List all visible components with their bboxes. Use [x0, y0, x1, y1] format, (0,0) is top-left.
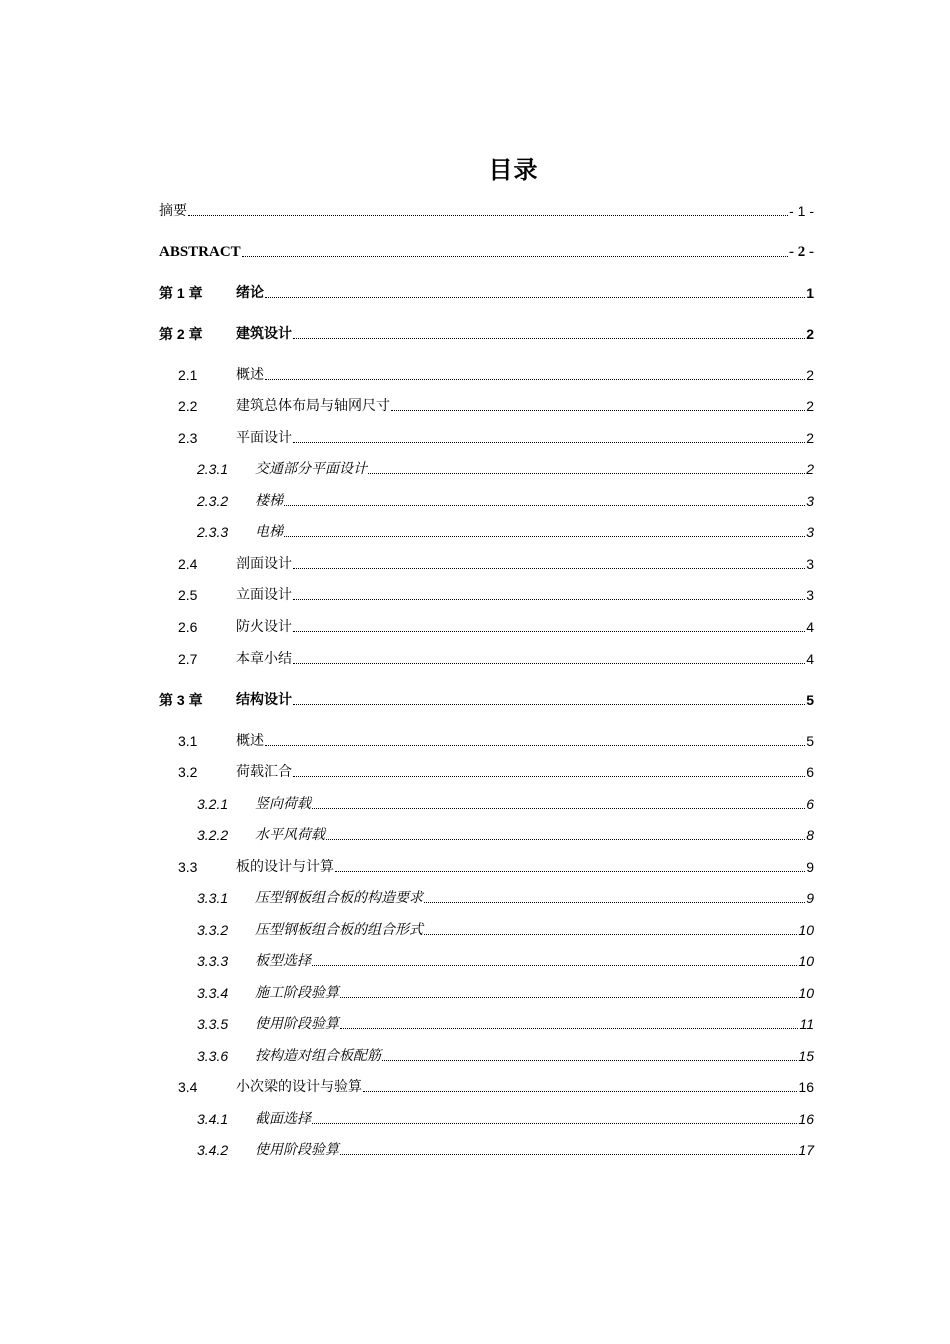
toc-entry-number: 3.4.1 [197, 1111, 229, 1127]
toc-dot-leader [340, 1154, 797, 1155]
toc-entry[interactable] [159, 645, 814, 667]
toc-entry-page: 11 [799, 1016, 814, 1032]
toc-dot-leader [368, 473, 805, 474]
toc-entry-number: 3.3.1 [197, 890, 229, 906]
toc-entry-title: 板的设计与计算 [236, 859, 334, 875]
toc-entry-number: 3.3.6 [197, 1048, 229, 1064]
toc-entry-number: 3.2 [178, 764, 198, 780]
toc-entry-title: 平面设计 [236, 430, 292, 446]
toc-entry-title: 建筑总体布局与轴网尺寸 [236, 398, 390, 414]
toc-entry[interactable] [159, 790, 814, 812]
toc-dot-leader [335, 871, 805, 872]
toc-entry-number: 2.1 [178, 367, 198, 383]
toc-dot-leader [284, 536, 805, 537]
toc-entry[interactable] [159, 238, 814, 260]
toc-entry[interactable] [159, 361, 814, 383]
toc-dot-leader [293, 663, 805, 664]
toc-entry-page: 16 [798, 1111, 814, 1127]
toc-entry-page: 5 [806, 733, 814, 749]
toc-entry[interactable] [159, 686, 814, 708]
toc-entry-page: 3 [806, 556, 814, 572]
toc-entry-page: 1 [806, 285, 814, 301]
toc-entry-page: 2 [806, 326, 814, 342]
toc-entry-title: 施工阶段验算 [255, 985, 339, 1001]
toc-entry-page: 5 [806, 692, 814, 708]
toc-dot-leader [293, 568, 805, 569]
toc-dot-leader [293, 442, 805, 443]
toc-entry-title: 建筑设计 [236, 326, 292, 342]
toc-entry-title: 压型钢板组合板的构造要求 [255, 890, 423, 906]
toc-entry-page: - 2 - [789, 244, 814, 260]
toc-entry-page: 10 [798, 985, 814, 1001]
toc-entry-title: 剖面设计 [236, 556, 292, 572]
toc-entry-title: 截面选择 [255, 1111, 311, 1127]
toc-entry-page: 6 [806, 796, 814, 812]
toc-dot-leader [284, 505, 805, 506]
toc-entry[interactable] [159, 455, 814, 477]
toc-entry[interactable] [159, 979, 814, 1001]
toc-entry-page: 17 [798, 1142, 814, 1158]
toc-dot-leader [293, 704, 805, 705]
toc-entry-title: 防火设计 [236, 619, 292, 635]
toc-entry[interactable] [159, 727, 814, 749]
toc-dot-leader [293, 776, 805, 777]
toc-dot-leader [391, 410, 805, 411]
toc-dot-leader [293, 599, 805, 600]
toc-entry[interactable] [159, 947, 814, 969]
toc-entry-number: 3.2.2 [197, 827, 229, 843]
toc-entry-title: 电梯 [255, 524, 283, 540]
toc-entry-title: 压型钢板组合板的组合形式 [255, 922, 423, 938]
toc-entry[interactable] [159, 853, 814, 875]
toc-entry[interactable] [159, 1105, 814, 1127]
toc-dot-leader [242, 256, 788, 257]
toc-entry-number: 3.3.5 [197, 1016, 229, 1032]
toc-entry-page: 6 [806, 764, 814, 780]
toc-dot-leader [265, 297, 805, 298]
toc-entry-page: 2 [806, 367, 814, 383]
toc-entry-title: 结构设计 [236, 692, 292, 708]
toc-entry-number: 2.4 [178, 556, 198, 572]
toc-entry-number: 2.7 [178, 651, 198, 667]
toc-entry[interactable] [159, 392, 814, 414]
toc-entry-title: 使用阶段验算 [255, 1016, 339, 1032]
page-title: 目录 [488, 156, 539, 184]
toc-entry-number: 2.3 [178, 430, 198, 446]
toc-entry[interactable] [159, 613, 814, 635]
toc-entry-title: 小次梁的设计与验算 [236, 1079, 362, 1095]
toc-entry[interactable] [159, 884, 814, 906]
toc-dot-leader [312, 808, 805, 809]
toc-entry-page: 9 [806, 890, 814, 906]
toc-entry-title: 楼梯 [255, 493, 283, 509]
toc-entry-number: 2.6 [178, 619, 198, 635]
toc-entry-page: 15 [798, 1048, 814, 1064]
toc-entry[interactable] [159, 487, 814, 509]
toc-dot-leader [312, 1123, 797, 1124]
toc-dot-leader [363, 1091, 797, 1092]
toc-entry-number: 2.3.2 [197, 493, 229, 509]
toc-entry-title: 立面设计 [236, 587, 292, 603]
toc-entry-page: 16 [798, 1079, 814, 1095]
toc-entry-number: 2.2 [178, 398, 198, 414]
toc-entry[interactable] [159, 424, 814, 446]
toc-entry-page: 10 [798, 953, 814, 969]
toc-entry-title: ABSTRACT [159, 244, 241, 260]
toc-entry-page: 3 [806, 524, 814, 540]
toc-entry-page: 4 [806, 651, 814, 667]
toc-entry-title: 概述 [236, 367, 264, 383]
toc-entry-page: 3 [806, 493, 814, 509]
toc-entry[interactable] [159, 550, 814, 572]
toc-entry-title: 使用阶段验算 [255, 1142, 339, 1158]
toc-entry-number: 3.3.3 [197, 953, 229, 969]
toc-entry-title: 板型选择 [255, 953, 311, 969]
toc-entry-page: 2 [806, 398, 814, 414]
toc-entry-number: 第 1 章 [159, 285, 203, 301]
toc-entry-page: 2 [806, 430, 814, 446]
toc-entry-number: 2.5 [178, 587, 198, 603]
toc-entry-number: 3.2.1 [197, 796, 229, 812]
toc-entry-number: 2.3.1 [197, 461, 229, 477]
toc-entry-title: 本章小结 [236, 651, 292, 667]
toc-entry-number: 3.3 [178, 859, 198, 875]
toc-dot-leader [424, 902, 805, 903]
toc-entry-page: 9 [806, 859, 814, 875]
toc-dot-leader [340, 997, 797, 998]
toc-entry-title: 竖向荷载 [255, 796, 311, 812]
toc-entry-title: 交通部分平面设计 [255, 461, 367, 477]
toc-entry-page: 4 [806, 619, 814, 635]
toc-entry-page: 3 [806, 587, 814, 603]
toc-entry-title: 摘要 [159, 203, 187, 219]
toc-entry-number: 第 2 章 [159, 326, 203, 342]
toc-entry[interactable] [159, 279, 814, 301]
toc-entry-number: 2.3.3 [197, 524, 229, 540]
toc-entry[interactable] [159, 581, 814, 603]
toc-entry-number: 3.3.2 [197, 922, 229, 938]
toc-dot-leader [265, 745, 805, 746]
toc-entry-title: 水平风荷载 [255, 827, 325, 843]
toc-dot-leader [265, 379, 805, 380]
toc-dot-leader [293, 631, 805, 632]
toc-entry[interactable] [159, 758, 814, 780]
toc-entry[interactable] [159, 821, 814, 843]
toc-entry-number: 3.4 [178, 1079, 198, 1095]
toc-dot-leader [424, 934, 797, 935]
toc-entry-title: 按构造对组合板配筋 [255, 1048, 381, 1064]
toc-dot-leader [293, 338, 805, 339]
toc-entry[interactable] [159, 197, 814, 219]
toc-dot-leader [382, 1060, 797, 1061]
toc-entry-number: 3.3.4 [197, 985, 229, 1001]
toc-entry-page: 2 [806, 461, 814, 477]
toc-entry-number: 3.1 [178, 733, 198, 749]
toc-entry-number: 第 3 章 [159, 692, 203, 708]
toc-dot-leader [340, 1028, 798, 1029]
toc-entry-title: 绪论 [236, 285, 264, 301]
toc-entry[interactable] [159, 916, 814, 938]
toc-entry[interactable] [159, 518, 814, 540]
toc-entry[interactable] [159, 320, 814, 342]
toc-dot-leader [312, 965, 797, 966]
toc-dot-leader [326, 839, 805, 840]
toc-entry[interactable] [159, 1042, 814, 1064]
toc-entry-title: 荷载汇合 [236, 764, 292, 780]
toc-entry-page: - 1 - [789, 203, 814, 219]
toc-entry[interactable] [159, 1010, 814, 1032]
toc-entry-page: 10 [798, 922, 814, 938]
toc-entry[interactable] [159, 1073, 814, 1095]
toc-entry-number: 3.4.2 [197, 1142, 229, 1158]
toc-entry-title: 概述 [236, 733, 264, 749]
toc-entry-page: 8 [806, 827, 814, 843]
toc-entry[interactable] [159, 1136, 814, 1158]
toc-dot-leader [188, 215, 788, 216]
